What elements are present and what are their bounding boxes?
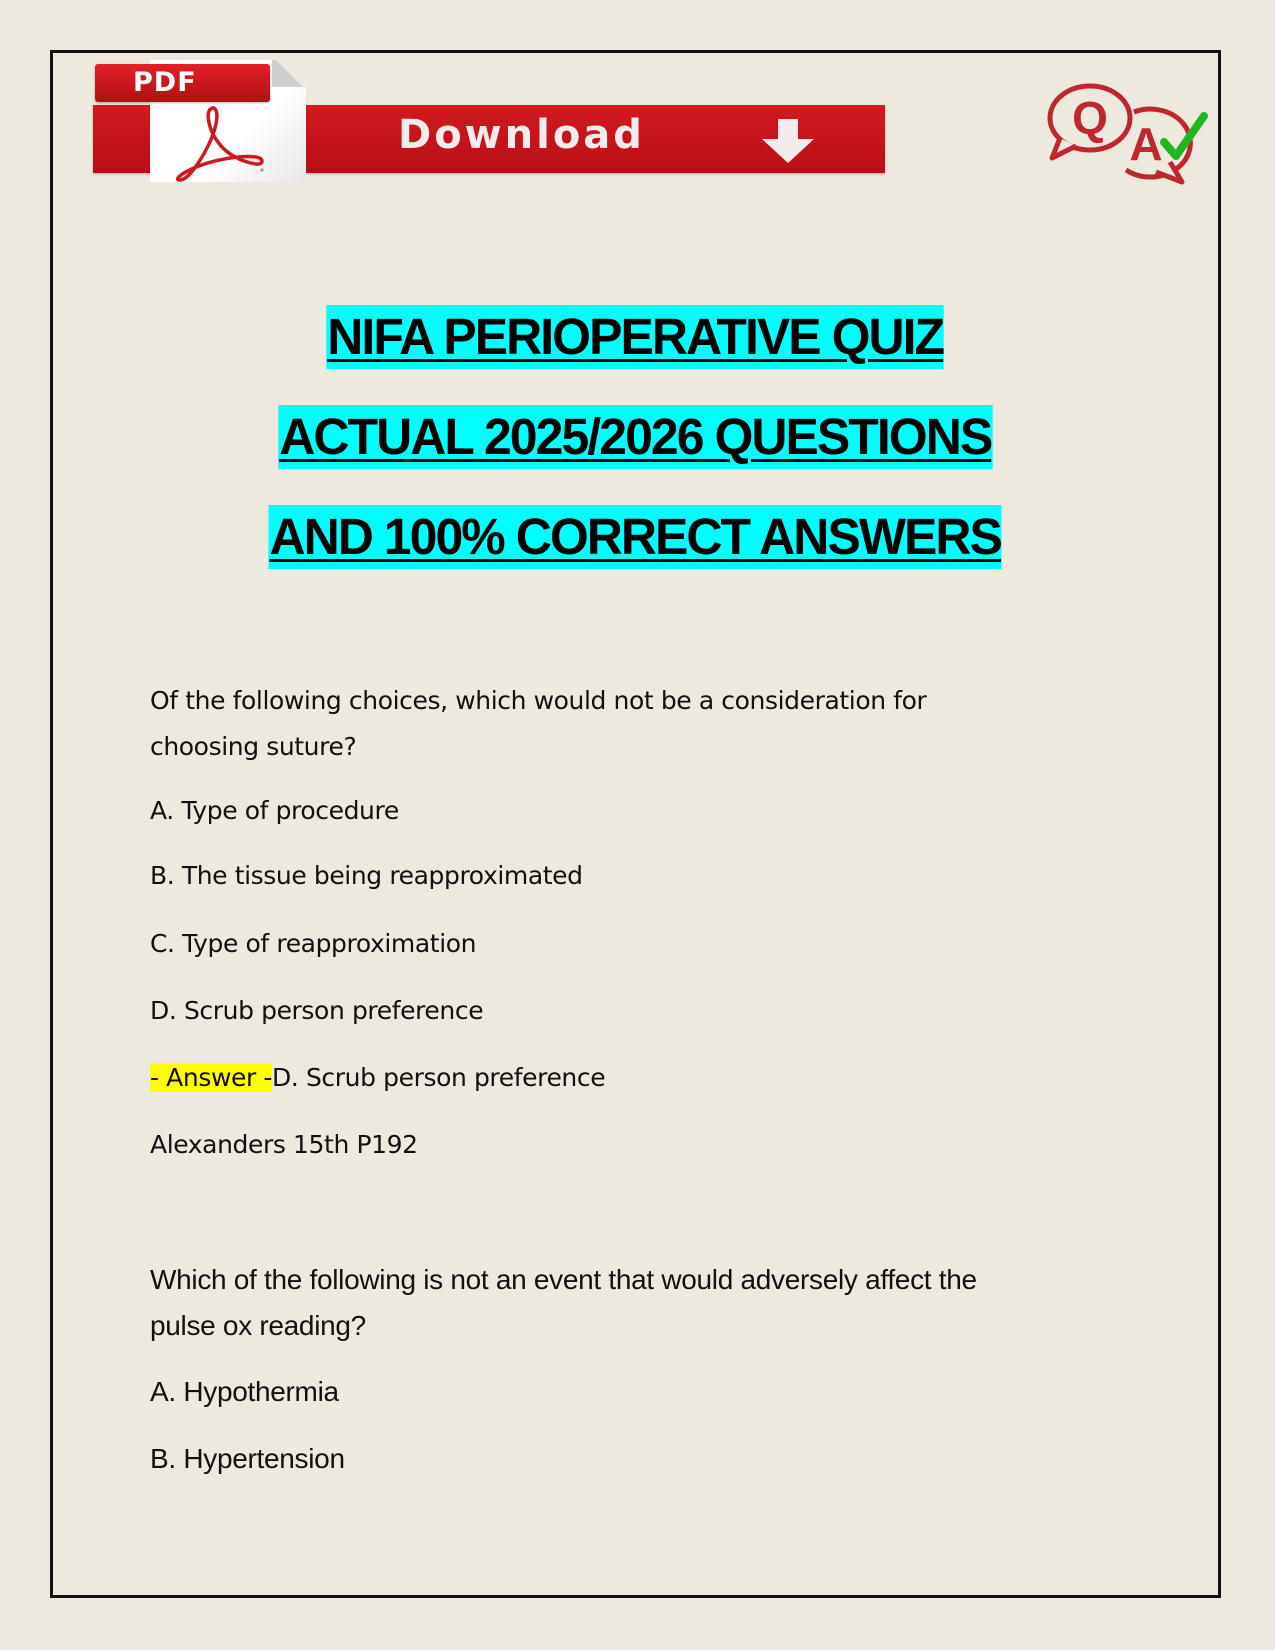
question-1-option-a: A. Type of procedure [150,796,399,825]
pdf-tag-label: PDF [133,67,197,98]
download-label: Download [398,112,645,158]
download-arrow-icon [758,117,818,165]
document-title [50,305,1221,605]
question-1-option-c: C. Type of reapproximation [150,929,477,958]
acrobat-logo-icon [160,102,270,182]
question-1-text-line-1: Of the following choices, which would not be a consideration for [150,686,927,715]
a-letter: A [1129,118,1163,170]
q-letter: Q [1072,92,1108,144]
title-line-2 [50,405,1221,505]
pdf-download-banner[interactable] [93,60,885,185]
question-1-answer [150,1063,605,1092]
question-2-text-line-2: pulse ox reading? [150,1310,366,1341]
question-1-reference: Alexanders 15th P192 [150,1130,418,1159]
question-1-text-line-2: choosing suture? [150,732,357,761]
title-text-1: NIFA PERIOPERATIVE QUIZ [327,305,945,369]
title-line-3 [50,505,1221,605]
answer-label: - Answer - [150,1063,273,1092]
question-2-option-b: B. Hypertension [150,1443,345,1474]
pdf-tag [95,64,270,102]
question-1-option-d: D. Scrub person preference [150,996,484,1025]
pdf-file-icon [133,60,308,182]
qa-check-icon [1038,78,1208,188]
title-text-2: ACTUAL 2025/2026 QUESTIONS [279,405,993,469]
question-1-option-b: B. The tissue being reapproximated [150,861,583,890]
title-text-3: AND 100% CORRECT ANSWERS [269,505,1002,569]
answer-text: D. Scrub person preference [272,1063,606,1092]
question-2-text-line-1: Which of the following is not an event that would adversely affect the [150,1264,977,1295]
pdf-page-fold [272,60,306,87]
question-2-option-a: A. Hypothermia [150,1376,339,1407]
title-line-1 [50,305,1221,405]
